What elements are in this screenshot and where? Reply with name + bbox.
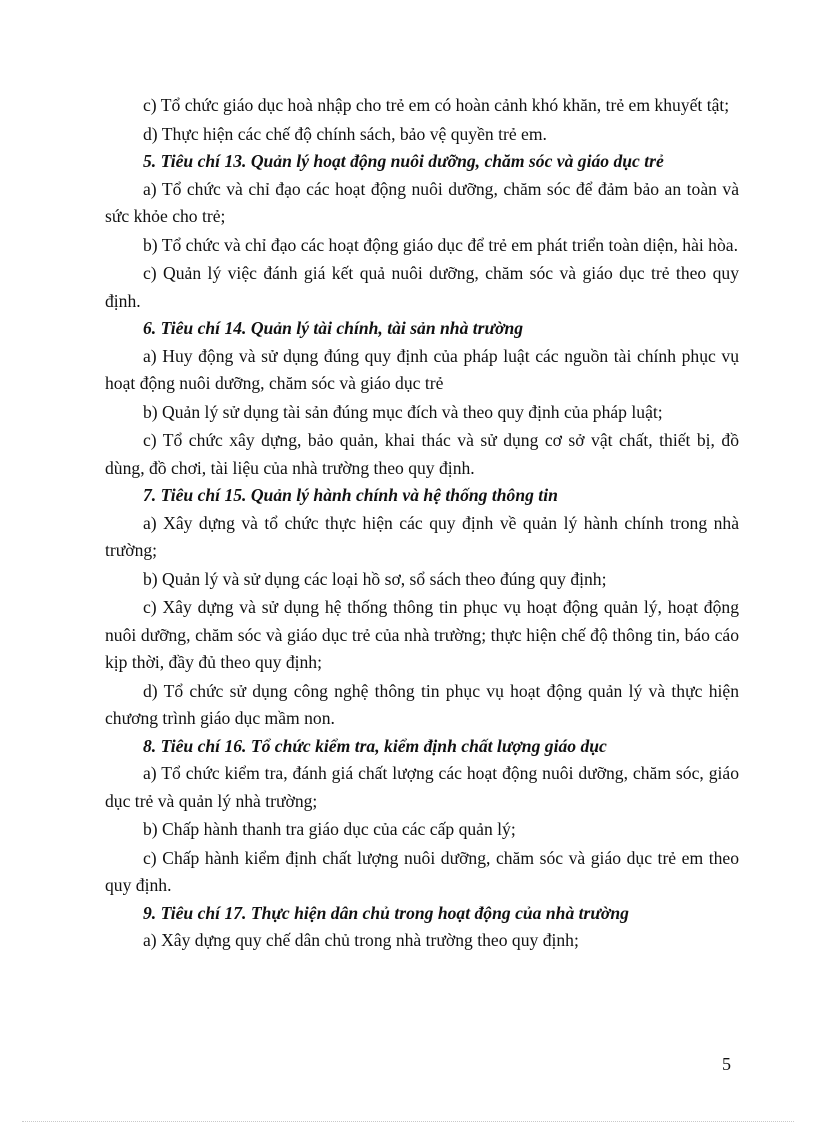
section-heading: 8. Tiêu chí 16. Tổ chức kiểm tra, kiểm định chất lượng giáo dục [143, 735, 607, 756]
paragraph: b) Tổ chức và chỉ đạo các hoạt động giáo dục để trẻ em phát triển toàn diện, hài hòa. [143, 234, 738, 255]
page-bottom-divider [22, 1121, 794, 1122]
paragraph: c) Tổ chức giáo dục hoà nhập cho trẻ em có hoàn cảnh khó khăn, trẻ em khuyết tật; [143, 95, 730, 115]
paragraph: b) Quản lý sử dụng tài sản đúng mục đích và theo quy định của pháp luật; [143, 401, 663, 422]
paragraph: c) Tổ chức xây dựng, bảo quản, khai thác và sử dụng cơ sở vật chất, thiết bị, đồ dùng, đồ chơi, tài liệu của nhà trường theo quy định. [105, 430, 739, 478]
paragraph: b) Quản lý và sử dụng các loại hồ sơ, sổ sách theo đúng quy định; [143, 568, 607, 589]
paragraph: c) Xây dựng và sử dụng hệ thống thông tin phục vụ hoạt động quản lý, hoạt động nuôi dưỡng, chăm sóc và giáo dục trẻ của nhà trường; thực hiện chế độ thông tin, báo cáo kịp thời, đầy đủ theo quy định; [105, 597, 739, 672]
paragraph: a) Xây dựng quy chế dân chủ trong nhà trường theo quy định; [143, 930, 579, 950]
paragraph: a) Huy động và sử dụng đúng quy định của pháp luật các nguồn tài chính phục vụ hoạt động nuôi dưỡng, chăm sóc và giáo dục trẻ [105, 345, 739, 393]
document-body [105, 92, 739, 955]
paragraph: a) Tổ chức và chỉ đạo các hoạt động nuôi dưỡng, chăm sóc để đảm bảo an toàn và sức khỏe cho trẻ; [105, 178, 739, 226]
page-number: 5 [722, 1054, 731, 1074]
paragraph: b) Chấp hành thanh tra giáo dục của các cấp quản lý; [143, 819, 516, 839]
paragraph: c) Chấp hành kiểm định chất lượng nuôi dưỡng, chăm sóc và giáo dục trẻ em theo quy định. [105, 847, 739, 895]
section-heading: 9. Tiêu chí 17. Thực hiện dân chủ trong hoạt động của nhà trường [143, 902, 629, 923]
paragraph: d) Thực hiện các chế độ chính sách, bảo vệ quyền trẻ em. [143, 123, 547, 144]
section-heading: 6. Tiêu chí 14. Quản lý tài chính, tài sản nhà trường [143, 318, 524, 338]
section-heading: 5. Tiêu chí 13. Quản lý hoạt động nuôi dưỡng, chăm sóc và giáo dục trẻ [143, 151, 664, 171]
paragraph: c) Quản lý việc đánh giá kết quả nuôi dưỡng, chăm sóc và giáo dục trẻ theo quy định. [105, 263, 739, 311]
paragraph: a) Tổ chức kiểm tra, đánh giá chất lượng các hoạt động nuôi dưỡng, chăm sóc, giáo dục trẻ và quản lý nhà trường; [105, 763, 739, 811]
paragraph: d) Tổ chức sử dụng công nghệ thông tin phục vụ hoạt động quản lý và thực hiện chương trình giáo dục mầm non. [105, 680, 739, 728]
paragraph: a) Xây dựng và tổ chức thực hiện các quy định về quản lý hành chính trong nhà trường; [105, 512, 739, 560]
section-heading: 7. Tiêu chí 15. Quản lý hành chính và hệ thống thông tin [143, 485, 558, 505]
